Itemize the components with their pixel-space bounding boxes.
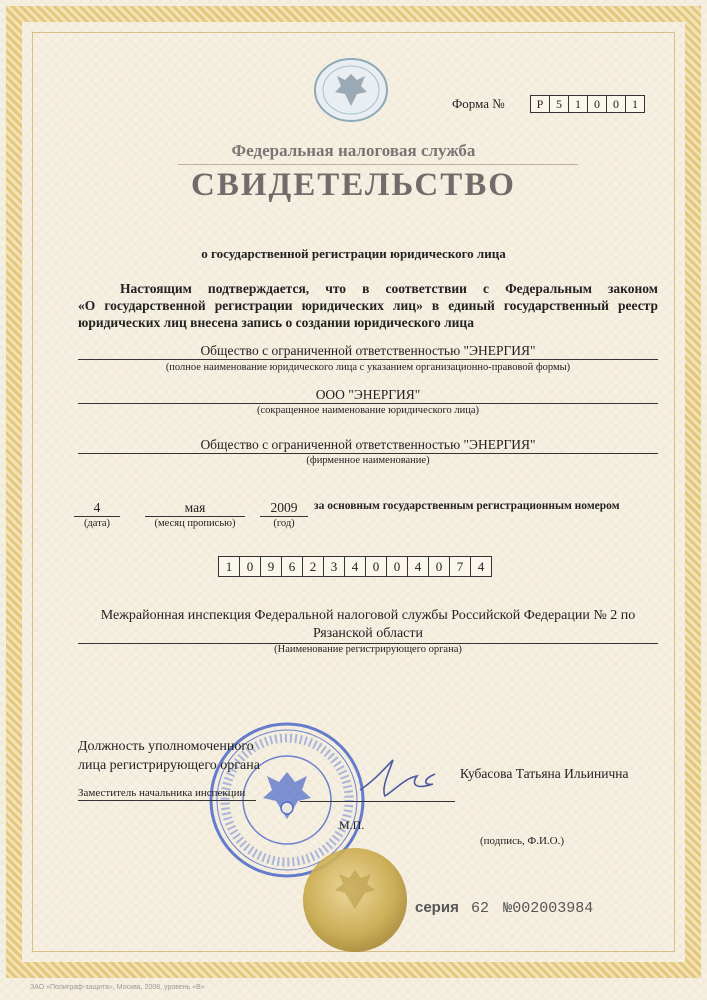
ogrn-digit: 2 [303, 556, 324, 577]
form-number-digit: 5 [550, 95, 569, 113]
signature-rule [300, 801, 455, 802]
form-number-digit: 0 [588, 95, 607, 113]
paragraph-line: юридических лиц внесена запись о создании юридического лица [78, 315, 474, 330]
short-name-caption: (сокращенное наименование юридического лица) [256, 405, 480, 416]
series-number [415, 899, 593, 917]
ogrn-digit: 1 [218, 556, 240, 577]
position-rule [78, 800, 256, 801]
service-name: Федеральная налоговая служба [231, 141, 476, 160]
official-position: Заместитель начальника инспекции [78, 787, 246, 799]
document-subtitle: о государственной регистрации юридического лица [201, 246, 506, 261]
authority-line: Межрайонная инспекция Федеральной налоговой службы Российской Федерации № 2 по [100, 608, 636, 623]
ogrn-digit: 4 [345, 556, 366, 577]
paragraph-line: «О государственной регистрации юридических лиц» в единый государственный реестр [78, 298, 658, 313]
ogrn-digit: 9 [261, 556, 282, 577]
ogrn-digit: 0 [429, 556, 450, 577]
position-label-line: Должность уполномоченного [78, 739, 254, 754]
official-position-label [78, 737, 260, 775]
date-month: мая [145, 500, 245, 517]
short-name-field: ООО "ЭНЕРГИЯ" [78, 387, 658, 404]
position-label-line: лица регистрирующего органа [78, 758, 260, 773]
form-number-digit: 0 [607, 95, 626, 113]
confirmation-paragraph [78, 280, 658, 331]
firm-name-field: Общество с ограниченной ответственностью "ЭНЕРГИЯ" [78, 437, 658, 454]
printer-footer: ЗАО «Полиграф-защита», Москва, 2008, уровень «В» [30, 984, 205, 991]
authority-line: Рязанской области [312, 626, 424, 641]
ogrn-digit: 4 [408, 556, 429, 577]
gold-seal-icon [300, 845, 410, 955]
stamp-place-label: М.П. [339, 818, 365, 832]
form-number-label: Форма № [452, 96, 505, 111]
ogrn-digit: 4 [471, 556, 492, 577]
document-number: №002003984 [503, 900, 594, 917]
ogrn-boxes [218, 556, 492, 577]
full-name-caption: (полное наименование юридического лица с указанием организационно-правовой формы) [165, 362, 571, 373]
ogrn-digit: 7 [450, 556, 471, 577]
signature-caption: (подпись, Ф.И.О.) [480, 835, 564, 847]
service-rule [178, 164, 578, 165]
date-year-caption: (год) [273, 518, 295, 529]
series-code: 62 [471, 900, 490, 917]
firm-name-caption: (фирменное наименование) [306, 455, 430, 466]
ogrn-digit: 0 [240, 556, 261, 577]
registering-authority [78, 607, 658, 643]
ogrn-digit: 6 [282, 556, 303, 577]
date-month-caption: (месяц прописью) [154, 518, 236, 529]
form-number-digit: 1 [626, 95, 645, 113]
document-title: СВИДЕТЕЛЬСТВО [191, 167, 516, 203]
date-day-caption: (дата) [83, 518, 111, 529]
full-name-field: Общество с ограниченной ответственностью "ЭНЕРГИЯ" [78, 343, 658, 360]
ogrn-digit: 3 [324, 556, 345, 577]
ogrn-digit: 0 [387, 556, 408, 577]
series-label: серия [415, 899, 459, 916]
date-year: 2009 [260, 500, 308, 517]
authority-caption: (Наименование регистрирующего органа) [274, 644, 462, 655]
ogrn-digit: 0 [366, 556, 387, 577]
date-day: 4 [74, 500, 120, 517]
form-number-digit: 1 [569, 95, 588, 113]
form-number-digit: Р [530, 95, 550, 113]
official-name: Кубасова Татьяна Ильинична [460, 766, 629, 781]
paragraph-line: Настоящим подтверждается, что в соответствии с Федеральным законом [120, 281, 658, 296]
registration-number-text: за основным государственным регистрационным номером [314, 500, 620, 512]
emblem-icon [312, 56, 390, 124]
form-number-boxes [530, 95, 645, 113]
